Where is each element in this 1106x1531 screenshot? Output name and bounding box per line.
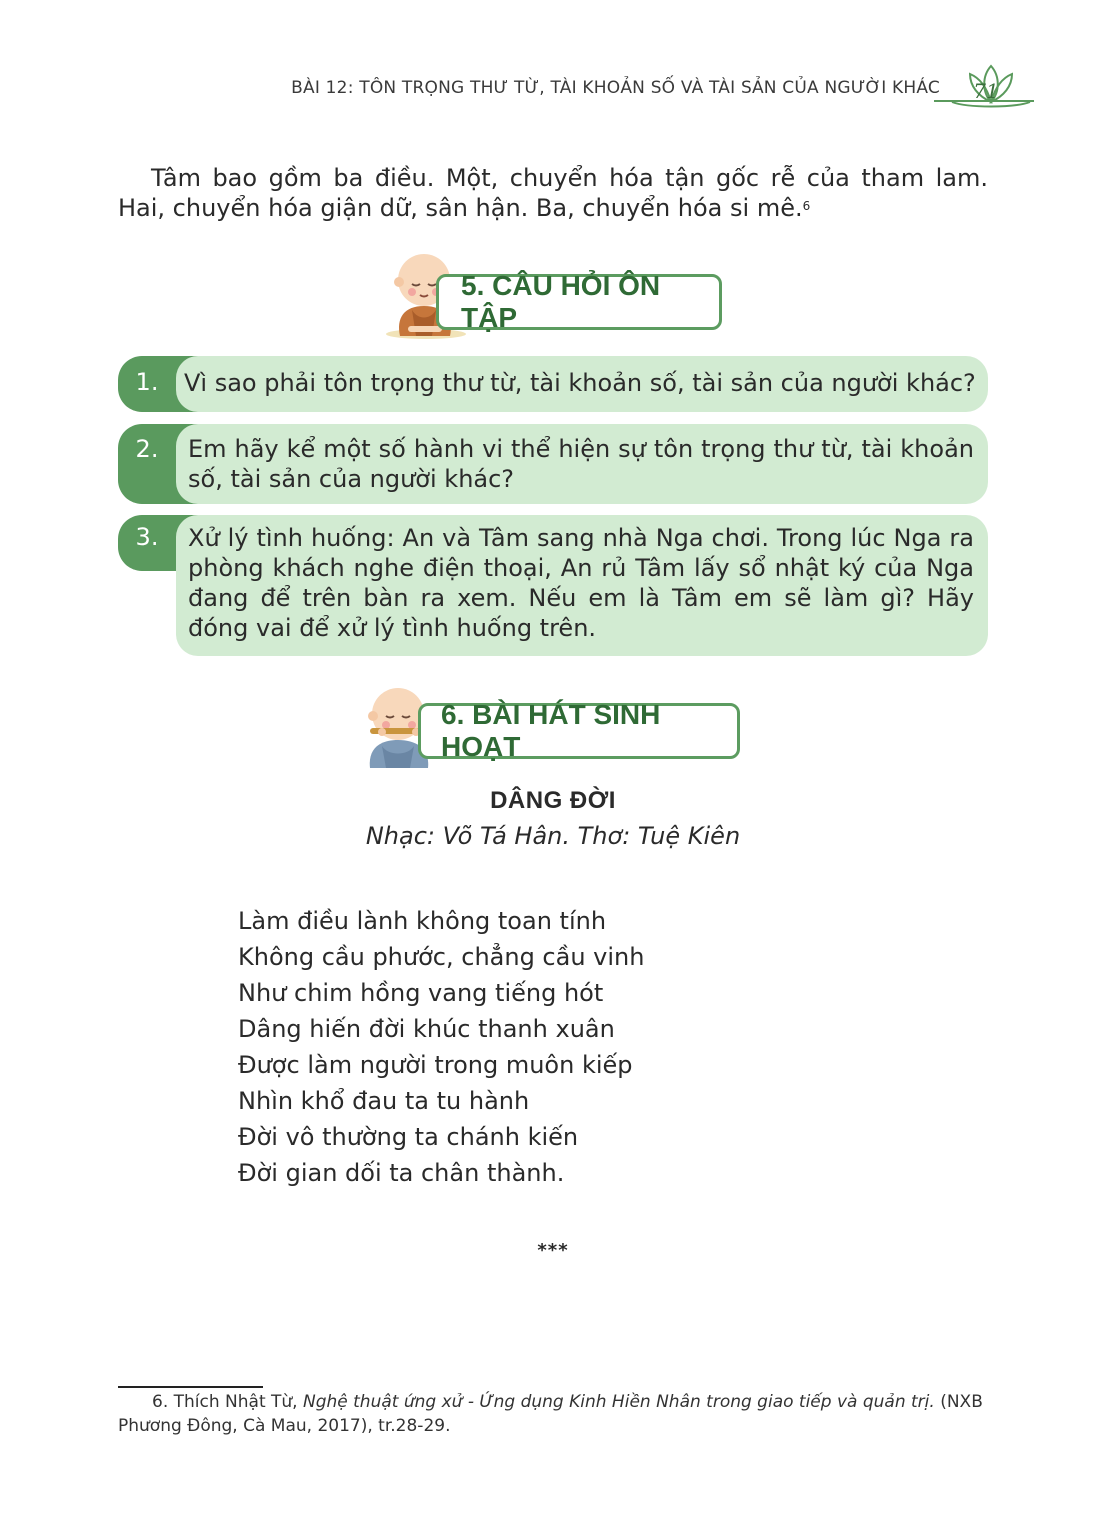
section-separator: *** xyxy=(537,1240,569,1261)
footnote-lead: 6. Thích Nhật Từ, xyxy=(152,1392,303,1412)
question-number: 1. xyxy=(135,368,159,396)
footnote-book-title: Nghệ thuật ứng xử - Ứng dụng Kinh Hiền Nhân trong giao tiếp và quản trị. xyxy=(302,1392,935,1412)
lyric-line: Nhìn khổ đau ta tu hành xyxy=(238,1087,530,1115)
section-5-heading xyxy=(436,270,722,333)
lyric-line: Dâng hiến đời khúc thanh xuân xyxy=(238,1015,615,1043)
footnote-line-1 xyxy=(118,1390,988,1414)
lyric-line: Như chim hồng vang tiếng hót xyxy=(238,979,604,1007)
footnote-ref: 6 xyxy=(802,199,811,213)
question-number: 2. xyxy=(135,435,159,463)
section-5-title: 5. CÂU HỎI ÔN TẬP xyxy=(461,270,661,333)
intro-line-1: Tâm bao gồm ba điều. Một, chuyển hóa tận gốc rễ của tham lam. xyxy=(151,164,988,192)
question-line: Vì sao phải tôn trọng thư từ, tài khoản số, tài sản của người khác? xyxy=(184,369,976,397)
intro-line-2 xyxy=(118,193,988,223)
question-line: Xử lý tình huống: An và Tâm sang nhà Nga chơi. Trong lúc Nga ra xyxy=(188,524,974,552)
question-line: số, tài sản của người khác? xyxy=(188,465,515,493)
question-text xyxy=(184,368,976,398)
question-text xyxy=(188,523,974,643)
section-6-heading xyxy=(418,699,740,762)
question-line: đang để trên bàn ra xem. Nếu em là Tâm em sẽ làm gì? Hãy xyxy=(188,584,974,612)
page-number: 71 xyxy=(973,79,999,103)
footnote-publisher-start: (NXB xyxy=(934,1392,983,1412)
footnote xyxy=(118,1390,988,1438)
lyric-line: Đời vô thường ta chánh kiến xyxy=(238,1123,579,1151)
lyric-line: Không cầu phước, chẳng cầu vinh xyxy=(238,943,645,971)
section-6-title: 6. BÀI HÁT SINH HOẠT xyxy=(441,699,661,762)
song-title: DÂNG ĐỜI xyxy=(490,787,616,814)
question-item-3 xyxy=(118,515,988,656)
question-text xyxy=(188,434,974,494)
running-head: BÀI 12: TÔN TRỌNG THƯ TỪ, TÀI KHOẢN SỐ VÀ TÀI SẢN CỦA NGƯỜI KHÁC xyxy=(291,78,940,98)
lyric-line: Đời gian dối ta chân thành. xyxy=(238,1159,565,1187)
question-line: Em hãy kể một số hành vi thể hiện sự tôn trọng thư từ, tài khoản xyxy=(188,435,974,463)
song-lyrics xyxy=(238,903,644,1191)
question-line: đóng vai để xử lý tình huống trên. xyxy=(188,614,597,642)
question-item-2 xyxy=(118,424,988,504)
footnote-line-2: Phương Đông, Cà Mau, 2017), tr.28-29. xyxy=(118,1416,451,1436)
lyric-line: Làm điều lành không toan tính xyxy=(238,907,607,935)
question-line: phòng khách nghe điện thoại, An rủ Tâm lấy sổ nhật ký của Nga xyxy=(188,554,974,582)
question-item-1 xyxy=(118,356,988,412)
question-number: 3. xyxy=(135,523,159,551)
footnote-rule xyxy=(118,1386,263,1388)
lyric-line: Được làm người trong muôn kiếp xyxy=(238,1051,633,1079)
song-credit: Nhạc: Võ Tá Hân. Thơ: Tuệ Kiên xyxy=(365,822,741,850)
intro-line-2-text: Hai, chuyển hóa giận dữ, sân hận. Ba, chuyển hóa si mê. xyxy=(118,194,803,222)
